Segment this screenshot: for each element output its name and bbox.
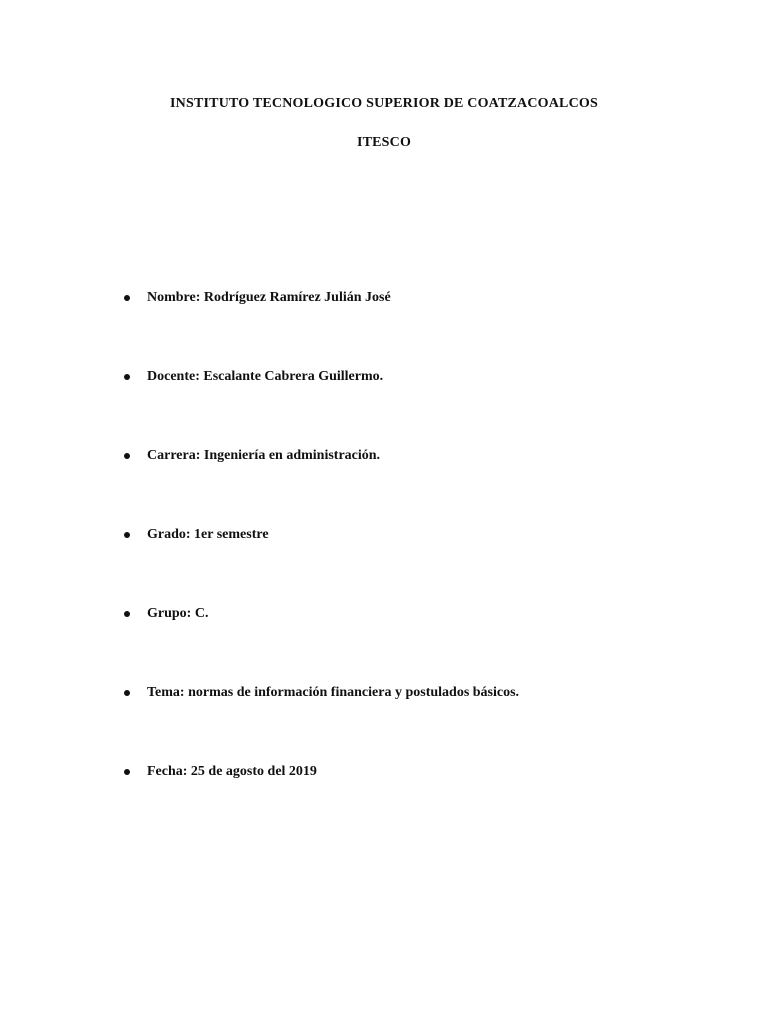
list-item-grado [0, 526, 768, 605]
bullet-icon [124, 690, 130, 696]
bullet-icon [124, 295, 130, 301]
list-item-text: Docente: Escalante Cabrera Guillermo. [147, 369, 384, 384]
list-item-docente [0, 368, 768, 447]
list-item-carrera [0, 447, 768, 526]
list-item-fecha [0, 763, 768, 842]
bullet-icon [124, 769, 130, 775]
list-item-grupo [0, 605, 768, 684]
bullet-icon [124, 532, 130, 538]
bullet-icon [124, 453, 130, 459]
institution-acronym: ITESCO [356, 135, 412, 150]
list-item-text: Fecha: 25 de agosto del 2019 [147, 764, 317, 779]
bullet-icon [124, 374, 130, 380]
bullet-icon [124, 611, 130, 617]
info-list [0, 289, 768, 842]
list-item-text: Grado: 1er semestre [147, 527, 269, 542]
institution-title: INSTITUTO TECNOLOGICO SUPERIOR DE COATZACOALCOS [170, 96, 598, 111]
list-item-nombre [0, 289, 768, 368]
list-item-tema [0, 684, 768, 763]
list-item-text: Grupo: C. [147, 606, 209, 621]
list-item-text: Carrera: Ingeniería en administración. [147, 448, 381, 463]
list-item-text: Tema: normas de información financiera y postulados básicos. [147, 685, 520, 700]
list-item-text: Nombre: Rodríguez Ramírez Julián José [147, 290, 391, 305]
